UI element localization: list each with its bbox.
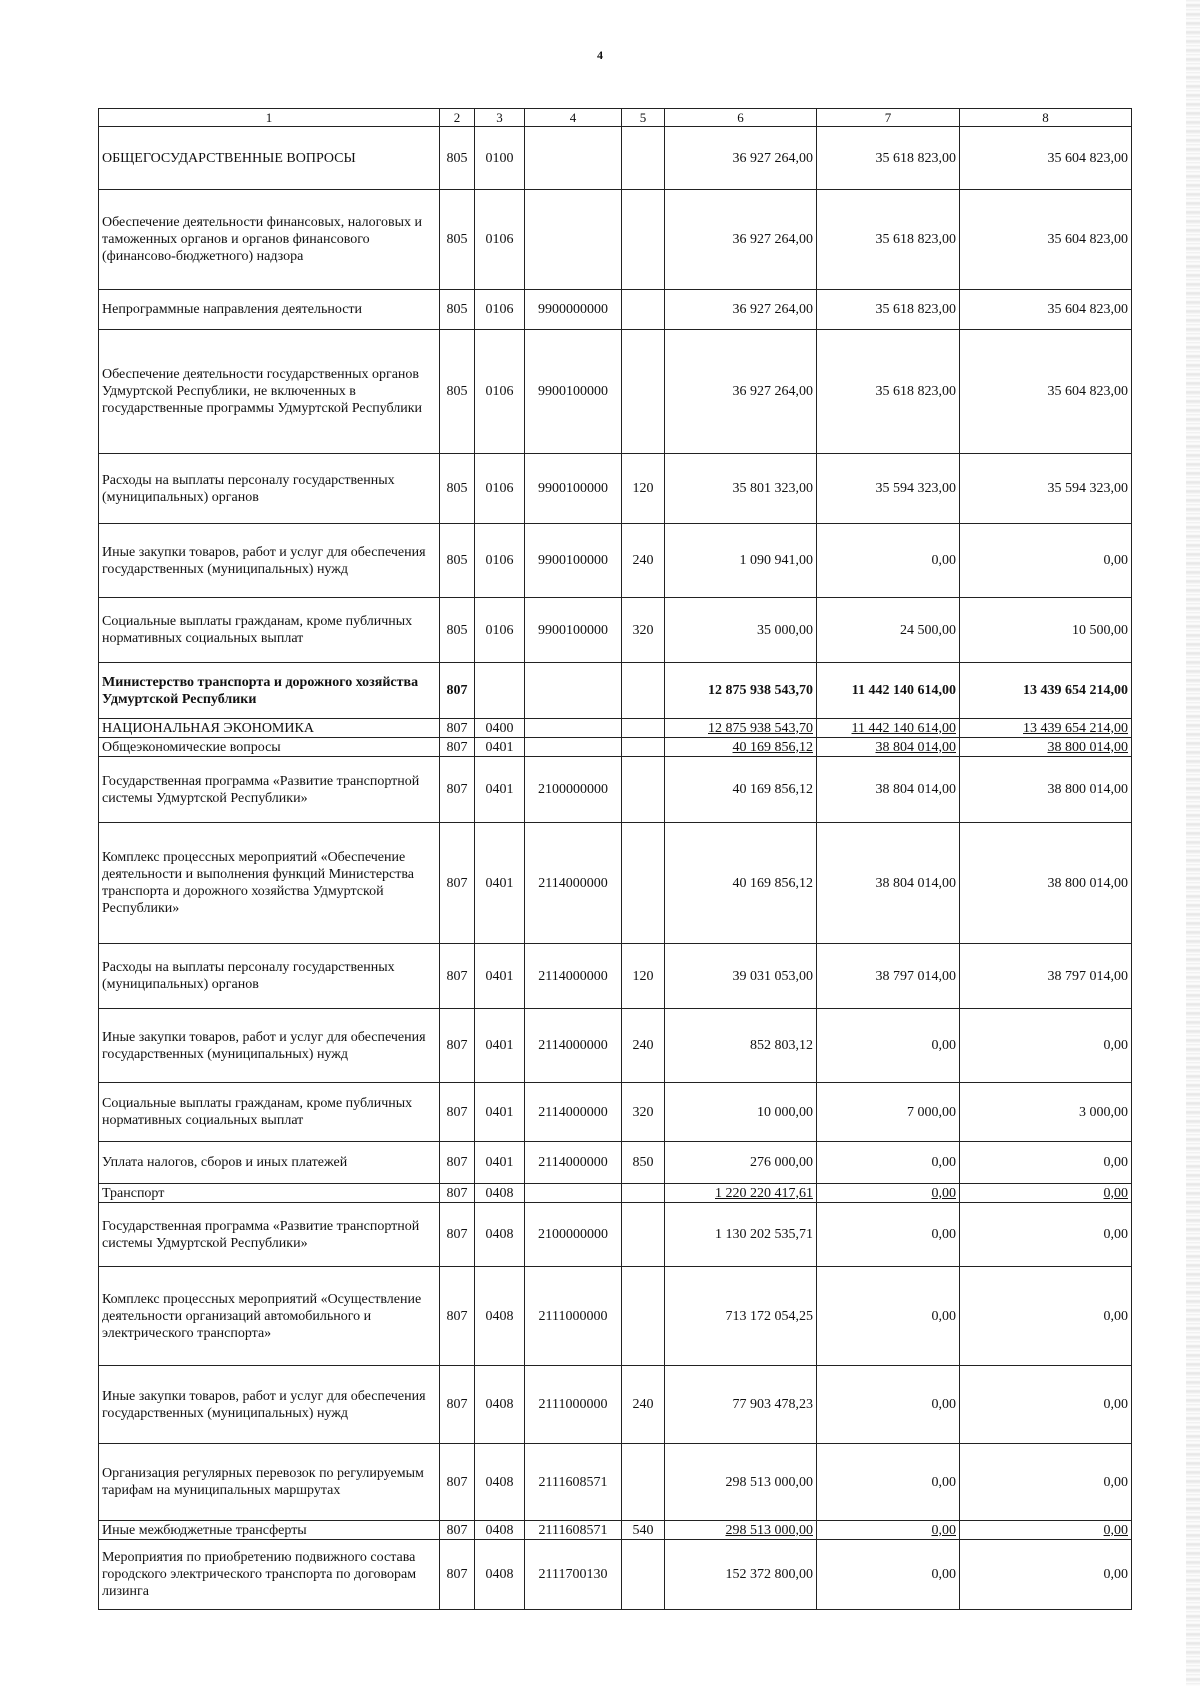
amount-col8-cell: 3 000,00 <box>960 1083 1132 1142</box>
amount-col6-cell: 713 172 054,25 <box>665 1267 817 1366</box>
grbs-code-cell: 807 <box>440 1540 475 1610</box>
section-code-cell: 0408 <box>475 1267 525 1366</box>
amount-col8-cell: 35 604 823,00 <box>960 290 1132 330</box>
expense-type-cell <box>622 663 665 719</box>
expense-type-cell: 320 <box>622 598 665 663</box>
section-code-cell <box>475 663 525 719</box>
column-header: 5 <box>622 109 665 127</box>
amount-col7-cell: 0,00 <box>817 1540 960 1610</box>
section-code-cell: 0401 <box>475 1009 525 1083</box>
table-row <box>99 719 1132 738</box>
target-article-cell: 9900100000 <box>525 454 622 524</box>
expense-type-cell <box>622 190 665 290</box>
expense-type-cell <box>622 738 665 757</box>
row-name-cell: Социальные выплаты гражданам, кроме публичных нормативных социальных выплат <box>99 598 440 663</box>
row-name-cell: Иные закупки товаров, работ и услуг для обеспечения государственных (муниципальных) нужд <box>99 524 440 598</box>
amount-col7-cell: 0,00 <box>817 1444 960 1521</box>
table-row <box>99 454 1132 524</box>
expense-type-cell: 240 <box>622 1366 665 1444</box>
expense-type-cell <box>622 290 665 330</box>
table-row <box>99 330 1132 454</box>
target-article-cell: 2114000000 <box>525 1142 622 1184</box>
amount-col6-cell: 39 031 053,00 <box>665 944 817 1009</box>
grbs-code-cell: 807 <box>440 663 475 719</box>
amount-col6-cell: 12 875 938 543,70 <box>665 719 817 738</box>
amount-col6-cell: 1 220 220 417,61 <box>665 1184 817 1203</box>
section-code-cell: 0401 <box>475 738 525 757</box>
amount-col7-cell: 0,00 <box>817 1203 960 1267</box>
table-row <box>99 757 1132 823</box>
grbs-code-cell: 805 <box>440 290 475 330</box>
amount-col7-cell: 0,00 <box>817 1366 960 1444</box>
target-article-cell: 2111000000 <box>525 1267 622 1366</box>
row-name-cell: Государственная программа «Развитие транспортной системы Удмуртской Республики» <box>99 757 440 823</box>
section-code-cell: 0401 <box>475 1083 525 1142</box>
amount-col6-cell: 77 903 478,23 <box>665 1366 817 1444</box>
section-code-cell: 0408 <box>475 1203 525 1267</box>
grbs-code-cell: 807 <box>440 1009 475 1083</box>
row-name-cell: ОБЩЕГОСУДАРСТВЕННЫЕ ВОПРОСЫ <box>99 127 440 190</box>
section-code-cell: 0106 <box>475 290 525 330</box>
target-article-cell <box>525 1184 622 1203</box>
section-code-cell: 0401 <box>475 823 525 944</box>
expense-type-cell <box>622 1267 665 1366</box>
grbs-code-cell: 807 <box>440 1203 475 1267</box>
amount-col6-cell: 1 090 941,00 <box>665 524 817 598</box>
amount-col6-cell: 152 372 800,00 <box>665 1540 817 1610</box>
row-name-cell: Иные закупки товаров, работ и услуг для обеспечения государственных (муниципальных) нужд <box>99 1366 440 1444</box>
column-number-row <box>99 109 1132 127</box>
expense-type-cell: 240 <box>622 1009 665 1083</box>
section-code-cell: 0408 <box>475 1444 525 1521</box>
target-article-cell: 2114000000 <box>525 823 622 944</box>
target-article-cell: 9900100000 <box>525 598 622 663</box>
table-row <box>99 1444 1132 1521</box>
table-row <box>99 1521 1132 1540</box>
table-row <box>99 823 1132 944</box>
grbs-code-cell: 807 <box>440 1444 475 1521</box>
row-name-cell: Транспорт <box>99 1184 440 1203</box>
grbs-code-cell: 807 <box>440 1083 475 1142</box>
table-row <box>99 1366 1132 1444</box>
expense-type-cell <box>622 1444 665 1521</box>
amount-col6-cell: 36 927 264,00 <box>665 290 817 330</box>
table-row <box>99 290 1132 330</box>
amount-col7-cell: 35 594 323,00 <box>817 454 960 524</box>
amount-col6-cell: 36 927 264,00 <box>665 127 817 190</box>
expense-type-cell <box>622 719 665 738</box>
grbs-code-cell: 807 <box>440 944 475 1009</box>
page-number: 4 <box>597 48 603 62</box>
amount-col7-cell: 0,00 <box>817 1521 960 1540</box>
row-name-cell: Иные закупки товаров, работ и услуг для обеспечения государственных (муниципальных) нужд <box>99 1009 440 1083</box>
section-code-cell: 0400 <box>475 719 525 738</box>
expense-type-cell: 850 <box>622 1142 665 1184</box>
row-name-cell: Расходы на выплаты персоналу государственных (муниципальных) органов <box>99 944 440 1009</box>
section-code-cell: 0408 <box>475 1184 525 1203</box>
amount-col8-cell: 38 797 014,00 <box>960 944 1132 1009</box>
target-article-cell <box>525 738 622 757</box>
target-article-cell: 2114000000 <box>525 1009 622 1083</box>
target-article-cell <box>525 127 622 190</box>
table-row <box>99 1540 1132 1610</box>
column-header: 3 <box>475 109 525 127</box>
target-article-cell <box>525 719 622 738</box>
table-row <box>99 663 1132 719</box>
amount-col8-cell: 10 500,00 <box>960 598 1132 663</box>
section-code-cell: 0106 <box>475 524 525 598</box>
row-name-cell: Общеэкономические вопросы <box>99 738 440 757</box>
column-header: 8 <box>960 109 1132 127</box>
target-article-cell: 2111000000 <box>525 1366 622 1444</box>
amount-col8-cell: 38 800 014,00 <box>960 757 1132 823</box>
row-name-cell: Комплекс процессных мероприятий «Обеспечение деятельности и выполнения функций Министерства транспорта и дорожного хозяйства Удмуртской Республики» <box>99 823 440 944</box>
expense-type-cell <box>622 757 665 823</box>
amount-col8-cell: 0,00 <box>960 1540 1132 1610</box>
grbs-code-cell: 807 <box>440 719 475 738</box>
amount-col6-cell: 40 169 856,12 <box>665 738 817 757</box>
amount-col6-cell: 1 130 202 535,71 <box>665 1203 817 1267</box>
amount-col7-cell: 38 797 014,00 <box>817 944 960 1009</box>
grbs-code-cell: 807 <box>440 738 475 757</box>
target-article-cell: 2100000000 <box>525 1203 622 1267</box>
row-name-cell: Уплата налогов, сборов и иных платежей <box>99 1142 440 1184</box>
target-article-cell: 9900000000 <box>525 290 622 330</box>
row-name-cell: Обеспечение деятельности финансовых, налоговых и таможенных органов и органов финансового (финансово-бюджетного) надзора <box>99 190 440 290</box>
row-name-cell: Расходы на выплаты персоналу государственных (муниципальных) органов <box>99 454 440 524</box>
section-code-cell: 0106 <box>475 190 525 290</box>
row-name-cell: Министерство транспорта и дорожного хозяйства Удмуртской Республики <box>99 663 440 719</box>
section-code-cell: 0100 <box>475 127 525 190</box>
amount-col7-cell: 35 618 823,00 <box>817 127 960 190</box>
amount-col8-cell: 0,00 <box>960 1521 1132 1540</box>
amount-col8-cell: 0,00 <box>960 1142 1132 1184</box>
amount-col7-cell: 38 804 014,00 <box>817 757 960 823</box>
table-row <box>99 944 1132 1009</box>
amount-col8-cell: 0,00 <box>960 1366 1132 1444</box>
amount-col7-cell: 11 442 140 614,00 <box>817 719 960 738</box>
table-row <box>99 190 1132 290</box>
row-name-cell: Комплекс процессных мероприятий «Осуществление деятельности организаций автомобильного и электрического транспорта» <box>99 1267 440 1366</box>
amount-col6-cell: 298 513 000,00 <box>665 1521 817 1540</box>
amount-col6-cell: 40 169 856,12 <box>665 757 817 823</box>
row-name-cell: Социальные выплаты гражданам, кроме публичных нормативных социальных выплат <box>99 1083 440 1142</box>
amount-col8-cell: 38 800 014,00 <box>960 823 1132 944</box>
amount-col6-cell: 10 000,00 <box>665 1083 817 1142</box>
scan-edge-artifact <box>1186 0 1200 1686</box>
grbs-code-cell: 805 <box>440 127 475 190</box>
grbs-code-cell: 805 <box>440 524 475 598</box>
target-article-cell: 2111608571 <box>525 1521 622 1540</box>
target-article-cell: 2100000000 <box>525 757 622 823</box>
budget-table <box>98 108 1132 1610</box>
amount-col8-cell: 0,00 <box>960 1267 1132 1366</box>
grbs-code-cell: 807 <box>440 1366 475 1444</box>
expense-type-cell <box>622 330 665 454</box>
amount-col7-cell: 11 442 140 614,00 <box>817 663 960 719</box>
grbs-code-cell: 805 <box>440 190 475 290</box>
amount-col7-cell: 0,00 <box>817 1142 960 1184</box>
target-article-cell: 9900100000 <box>525 524 622 598</box>
expense-type-cell: 120 <box>622 454 665 524</box>
table-row <box>99 1267 1132 1366</box>
grbs-code-cell: 807 <box>440 1184 475 1203</box>
grbs-code-cell: 807 <box>440 1521 475 1540</box>
expense-type-cell <box>622 823 665 944</box>
table-row <box>99 127 1132 190</box>
amount-col8-cell: 35 604 823,00 <box>960 330 1132 454</box>
section-code-cell: 0401 <box>475 1142 525 1184</box>
amount-col8-cell: 0,00 <box>960 524 1132 598</box>
amount-col6-cell: 276 000,00 <box>665 1142 817 1184</box>
target-article-cell <box>525 663 622 719</box>
amount-col7-cell: 35 618 823,00 <box>817 330 960 454</box>
expense-type-cell: 120 <box>622 944 665 1009</box>
amount-col7-cell: 0,00 <box>817 1009 960 1083</box>
grbs-code-cell: 805 <box>440 598 475 663</box>
section-code-cell: 0408 <box>475 1540 525 1610</box>
amount-col7-cell: 38 804 014,00 <box>817 738 960 757</box>
row-name-cell: Непрограммные направления деятельности <box>99 290 440 330</box>
grbs-code-cell: 807 <box>440 1267 475 1366</box>
column-header: 6 <box>665 109 817 127</box>
section-code-cell: 0408 <box>475 1521 525 1540</box>
amount-col7-cell: 0,00 <box>817 1267 960 1366</box>
target-article-cell: 9900100000 <box>525 330 622 454</box>
amount-col6-cell: 36 927 264,00 <box>665 330 817 454</box>
amount-col8-cell: 0,00 <box>960 1203 1132 1267</box>
row-name-cell: Иные межбюджетные трансферты <box>99 1521 440 1540</box>
row-name-cell: Обеспечение деятельности государственных органов Удмуртской Республики, не включенных в государственные программы Удмуртской Республики <box>99 330 440 454</box>
column-header: 4 <box>525 109 622 127</box>
amount-col7-cell: 24 500,00 <box>817 598 960 663</box>
amount-col6-cell: 852 803,12 <box>665 1009 817 1083</box>
table-row <box>99 1142 1132 1184</box>
table-row <box>99 1009 1132 1083</box>
section-code-cell: 0106 <box>475 598 525 663</box>
section-code-cell: 0401 <box>475 757 525 823</box>
target-article-cell: 2111608571 <box>525 1444 622 1521</box>
expense-type-cell: 240 <box>622 524 665 598</box>
table-row <box>99 598 1132 663</box>
target-article-cell: 2111700130 <box>525 1540 622 1610</box>
grbs-code-cell: 805 <box>440 330 475 454</box>
section-code-cell: 0106 <box>475 454 525 524</box>
table-row <box>99 524 1132 598</box>
target-article-cell: 2114000000 <box>525 944 622 1009</box>
expense-type-cell <box>622 1540 665 1610</box>
amount-col8-cell: 0,00 <box>960 1184 1132 1203</box>
amount-col8-cell: 0,00 <box>960 1444 1132 1521</box>
amount-col7-cell: 0,00 <box>817 524 960 598</box>
row-name-cell: Организация регулярных перевозок по регулируемым тарифам на муниципальных маршрутах <box>99 1444 440 1521</box>
amount-col6-cell: 35 000,00 <box>665 598 817 663</box>
amount-col6-cell: 12 875 938 543,70 <box>665 663 817 719</box>
column-header: 2 <box>440 109 475 127</box>
table-row <box>99 738 1132 757</box>
grbs-code-cell: 807 <box>440 1142 475 1184</box>
amount-col8-cell: 35 594 323,00 <box>960 454 1132 524</box>
amount-col6-cell: 298 513 000,00 <box>665 1444 817 1521</box>
table-body <box>99 109 1132 1610</box>
column-header: 1 <box>99 109 440 127</box>
target-article-cell <box>525 190 622 290</box>
grbs-code-cell: 805 <box>440 454 475 524</box>
column-header: 7 <box>817 109 960 127</box>
row-name-cell: Мероприятия по приобретению подвижного состава городского электрического транспорта по договорам лизинга <box>99 1540 440 1610</box>
amount-col6-cell: 36 927 264,00 <box>665 190 817 290</box>
amount-col6-cell: 40 169 856,12 <box>665 823 817 944</box>
amount-col7-cell: 7 000,00 <box>817 1083 960 1142</box>
expense-type-cell <box>622 127 665 190</box>
grbs-code-cell: 807 <box>440 757 475 823</box>
amount-col8-cell: 0,00 <box>960 1009 1132 1083</box>
expense-type-cell <box>622 1184 665 1203</box>
table-row <box>99 1083 1132 1142</box>
expense-type-cell <box>622 1203 665 1267</box>
amount-col8-cell: 13 439 654 214,00 <box>960 663 1132 719</box>
row-name-cell: Государственная программа «Развитие транспортной системы Удмуртской Республики» <box>99 1203 440 1267</box>
section-code-cell: 0106 <box>475 330 525 454</box>
table-row <box>99 1184 1132 1203</box>
amount-col8-cell: 35 604 823,00 <box>960 190 1132 290</box>
expense-type-cell: 320 <box>622 1083 665 1142</box>
expense-type-cell: 540 <box>622 1521 665 1540</box>
amount-col7-cell: 35 618 823,00 <box>817 290 960 330</box>
amount-col6-cell: 35 801 323,00 <box>665 454 817 524</box>
amount-col7-cell: 38 804 014,00 <box>817 823 960 944</box>
target-article-cell: 2114000000 <box>525 1083 622 1142</box>
amount-col7-cell: 0,00 <box>817 1184 960 1203</box>
amount-col8-cell: 35 604 823,00 <box>960 127 1132 190</box>
section-code-cell: 0408 <box>475 1366 525 1444</box>
amount-col8-cell: 38 800 014,00 <box>960 738 1132 757</box>
amount-col7-cell: 35 618 823,00 <box>817 190 960 290</box>
amount-col8-cell: 13 439 654 214,00 <box>960 719 1132 738</box>
section-code-cell: 0401 <box>475 944 525 1009</box>
grbs-code-cell: 807 <box>440 823 475 944</box>
table-row <box>99 1203 1132 1267</box>
row-name-cell: НАЦИОНАЛЬНАЯ ЭКОНОМИКА <box>99 719 440 738</box>
